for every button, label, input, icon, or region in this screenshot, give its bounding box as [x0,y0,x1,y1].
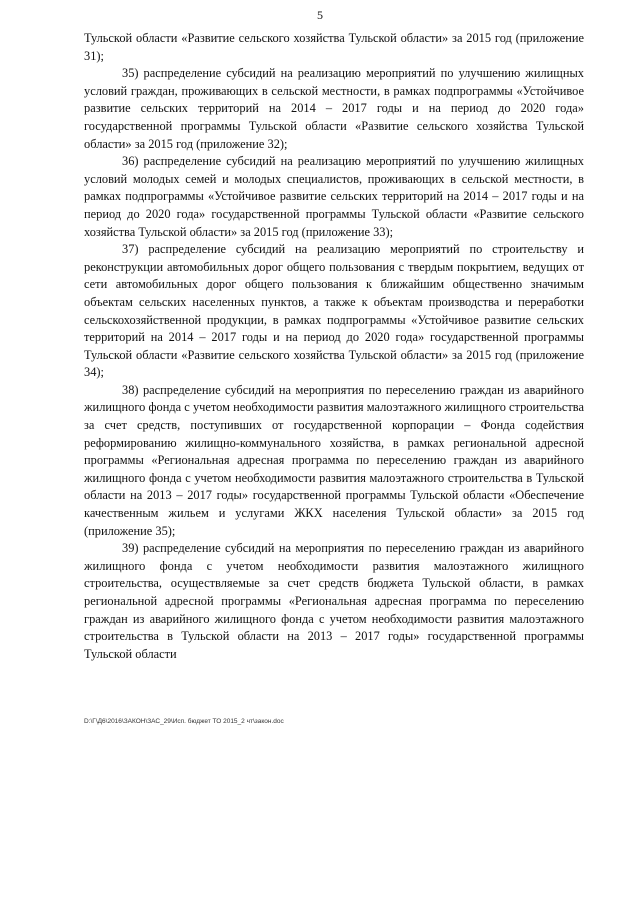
paragraph-item-38: 38) распределение субсидий на мероприятия по переселению граждан из аварийного жилищного фонда с учетом необходимости развития малоэтажного жилищного строительства за счет средств, поступивших от государственной корпорации – Фонда содействия реформированию жилищно-коммунального хозяйства, в рамках региональной адресной программы «Региональная адресная программа по переселению граждан из аварийного жилищного фонда с учетом необходимости развития малоэтажного строительства в Тульской области на 2013 – 2017 годы» государственной программы Тульской области «Обеспечение качественным жильем и услугами ЖКХ населения Тульской области» за 2015 год (приложение 35); [84,382,584,538]
page-number: 5 [317,8,323,22]
paragraph-continuation: Тульской области «Развитие сельского хозяйства Тульской области» за 2015 год (приложение 31); [84,31,584,63]
paragraph-item-35: 35) распределение субсидий на реализацию мероприятий по улучшению жилищных условий граждан, проживающих в сельской местности, в рамках подпрограммы «Устойчивое развитие сельских территорий на 2014 – 2017 годы и на период до 2020 года» государственной программы Тульской области «Развитие сельского хозяйства Тульской области» за 2015 год (приложение 32); [84,66,584,151]
paragraph-item-39: 39) распределение субсидий на мероприятия по переселению граждан из аварийного жилищного фонда с учетом необходимости развития малоэтажного жилищного строительства, осуществляемые за счет средств бюджета Тульской области, в рамках региональной адресной программы «Региональная адресная программа по переселению граждан из аварийного жилищного фонда с учетом необходимости развития малоэтажного строительства в Тульской области на 2013 – 2017 годы» государственной программы Тульской области [84,541,584,661]
paragraph-item-36: 36) распределение субсидий на реализацию мероприятий по улучшению жилищных условий молодых семей и молодых специалистов, проживающих в сельской местности, в рамках подпрограммы «Устойчивое развитие сельских территорий на 2014 – 2017 годы и на период до 2020 года» государственной программы Тульской области «Развитие сельского хозяйства Тульской области» за 2015 год (приложение 33); [84,154,584,239]
document-body [84,30,584,663]
footer-file-path: D:\Г\Д6\2016\ЗАКОН\ЗАС_29\Исп. бюджет ТО 2015_2 чт\закон.doc [84,718,284,725]
paragraph-item-37: 37) распределение субсидий на реализацию мероприятий по строительству и реконструкции автомобильных дорог общего пользования с твердым покрытием, ведущих от сети автомобильных дорог общего пользования к ближайшим общественно значимым объектам сельских населенных пунктов, а также к объектам производства и переработки сельскохозяйственной продукции, в рамках подпрограммы «Устойчивое развитие сельских территорий на 2014 – 2017 годы и на период до 2020 года» государственной программы Тульской области «Развитие сельского хозяйства Тульской области» за 2015 год (приложение 34); [84,242,584,380]
